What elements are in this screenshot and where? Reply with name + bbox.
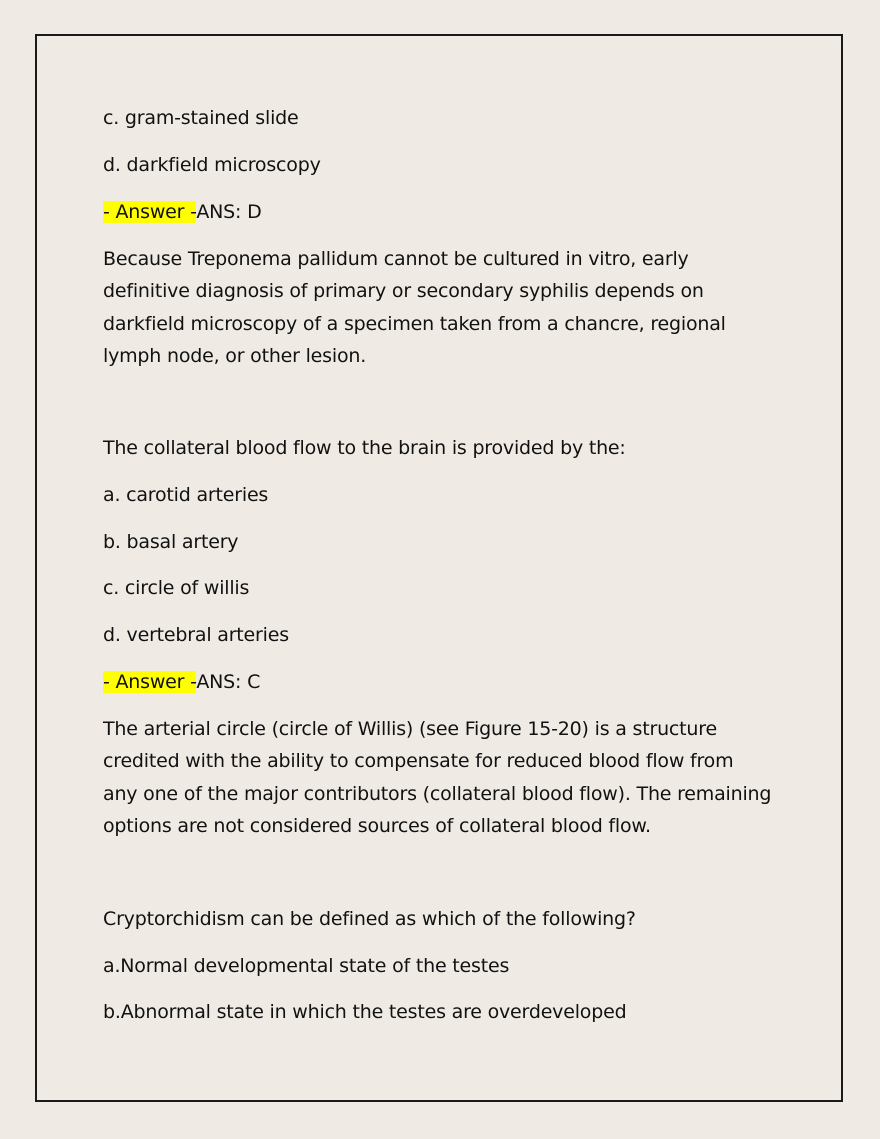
question-text: Cryptorchidism can be defined as which of the following? [103, 908, 636, 930]
option-b: b.Abnormal state in which the testes are overdeveloped [103, 1001, 627, 1023]
answer-value: ANS: C [196, 671, 261, 693]
explanation-line: credited with the ability to compensate for reduced blood flow from [103, 750, 734, 773]
option-a: a.Normal developmental state of the testes [103, 955, 510, 977]
explanation-paragraph [103, 243, 803, 372]
option-a: a. carotid arteries [103, 484, 269, 506]
answer-value: ANS: D [196, 201, 262, 223]
option-b: b. basal artery [103, 531, 239, 553]
option-d: d. vertebral arteries [103, 624, 289, 646]
page-border [35, 34, 843, 1102]
explanation-line: Because Treponema pallidum cannot be cultured in vitro, early [103, 248, 689, 270]
explanation-line: The arterial circle (circle of Willis) (see Figure 15-20) is a structure [103, 718, 717, 740]
explanation-line: definitive diagnosis of primary or secondary syphilis depends on [103, 280, 704, 303]
explanation-line: darkfield microscopy of a specimen taken from a chancre, regional [103, 312, 726, 335]
answer-line [103, 666, 260, 698]
option-c: c. gram-stained slide [103, 107, 299, 129]
explanation-paragraph [103, 713, 803, 842]
option-c: c. circle of willis [103, 577, 250, 599]
explanation-line: options are not considered sources of collateral blood flow. [103, 814, 651, 837]
answer-marker-highlight: - Answer - [103, 201, 197, 223]
explanation-line: lymph node, or other lesion. [103, 344, 367, 367]
explanation-line: any one of the major contributors (collateral blood flow). The remaining [103, 782, 772, 805]
answer-line [103, 196, 262, 228]
question-text: The collateral blood flow to the brain is provided by the: [103, 437, 626, 459]
option-d: d. darkfield microscopy [103, 154, 321, 176]
answer-marker-highlight: - Answer - [103, 671, 197, 693]
